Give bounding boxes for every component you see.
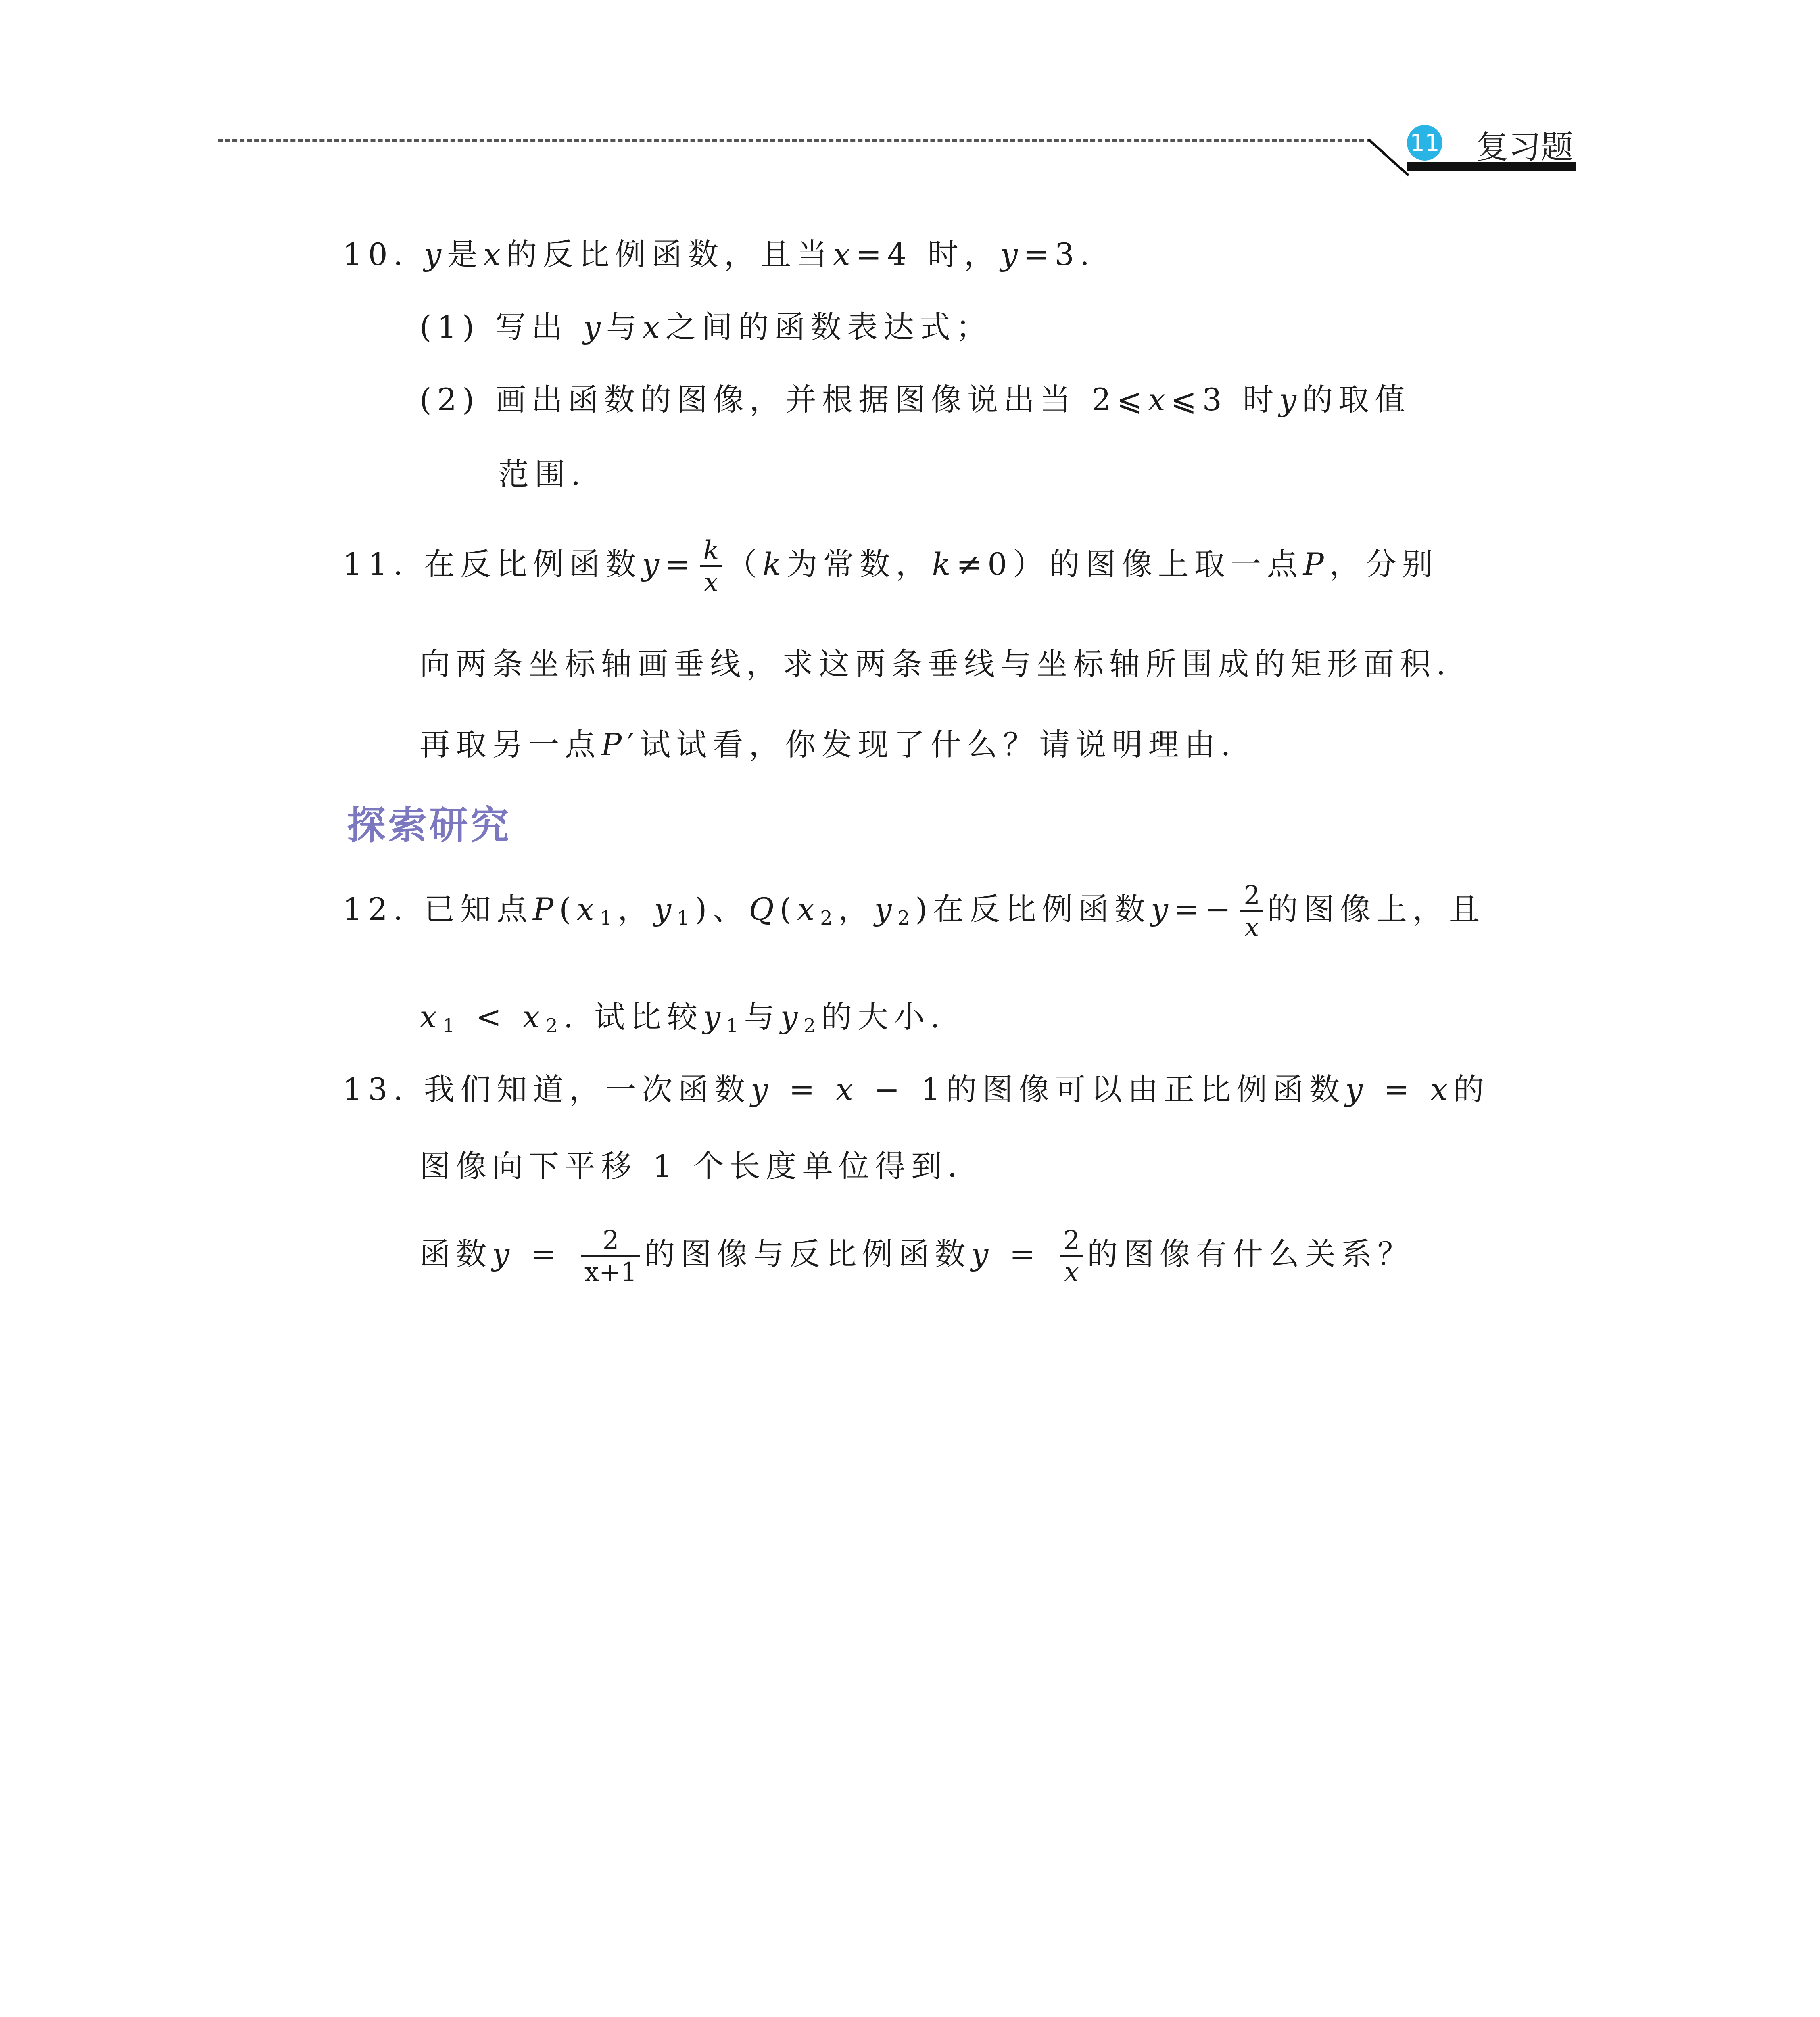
q13-line1: 13. 我们知道，一次函数y = x − 1的图像可以由正比例函数y = x的 xyxy=(343,1071,1490,1107)
q13-line3: 函数y = $\frac{2}{x+1}$ 的图像与反比例函数y = $\frac{2}{x}$ 的图像有什么关系？ xyxy=(420,1226,1414,1288)
chapter-title: 复习题 xyxy=(1476,128,1573,166)
q12-fraction: $\frac{2}{x}$ xyxy=(1240,881,1263,942)
q13-line2: 图像向下平移 1 个长度单位得到. xyxy=(420,1148,963,1184)
header-dashed-rule xyxy=(218,139,1371,142)
chapter-number-badge: 11 xyxy=(1407,125,1442,161)
q10-part2-cont: 范围. xyxy=(498,456,586,492)
q12-line1: 12. 已知点$P(x_1$，$y_1$)、$Q(x_2$，$y_2$)在反比例函数y=− $\frac{2}{x}$ 的图像上，且 xyxy=(343,881,1485,943)
q10-number: 10. xyxy=(343,236,409,272)
q12-line2: $x_1 < x_2$. 试比较$y_1$与$y_2$的大小. xyxy=(420,999,946,1037)
section-title: 探索研究 xyxy=(347,803,511,848)
q10-line1: 10. y是x的反比例函数，且当x=4 时，y=3. xyxy=(343,236,1096,272)
q11-line3: 再取另一点P′试试看，你发现了什么？请说明理由. xyxy=(420,727,1236,762)
q10-part1: (1) 写出 y与x之间的函数表达式； xyxy=(420,309,992,345)
q11-number: 11. xyxy=(343,546,409,582)
q12-number: 12. xyxy=(343,891,409,927)
q11-line1: 11. 在反比例函数y= $\frac{k}{x}$ （k为常数，k≠0）的图像上取一点P，分别 xyxy=(343,536,1438,598)
q10-part2: (2) 画出函数的图像，并根据图像说出当 2⩽x⩽3 时y的取值 xyxy=(420,382,1411,418)
q13-fraction-2: $\frac{2}{x}$ xyxy=(1060,1226,1083,1287)
q11-fraction: $\frac{k}{x}$ xyxy=(700,537,722,597)
q13-fraction-1: $\frac{2}{x+1}$ xyxy=(581,1226,640,1287)
q13-number: 13. xyxy=(343,1071,409,1107)
q11-line2: 向两条坐标轴画垂线，求这两条垂线与坐标轴所围成的矩形面积. xyxy=(420,646,1452,682)
